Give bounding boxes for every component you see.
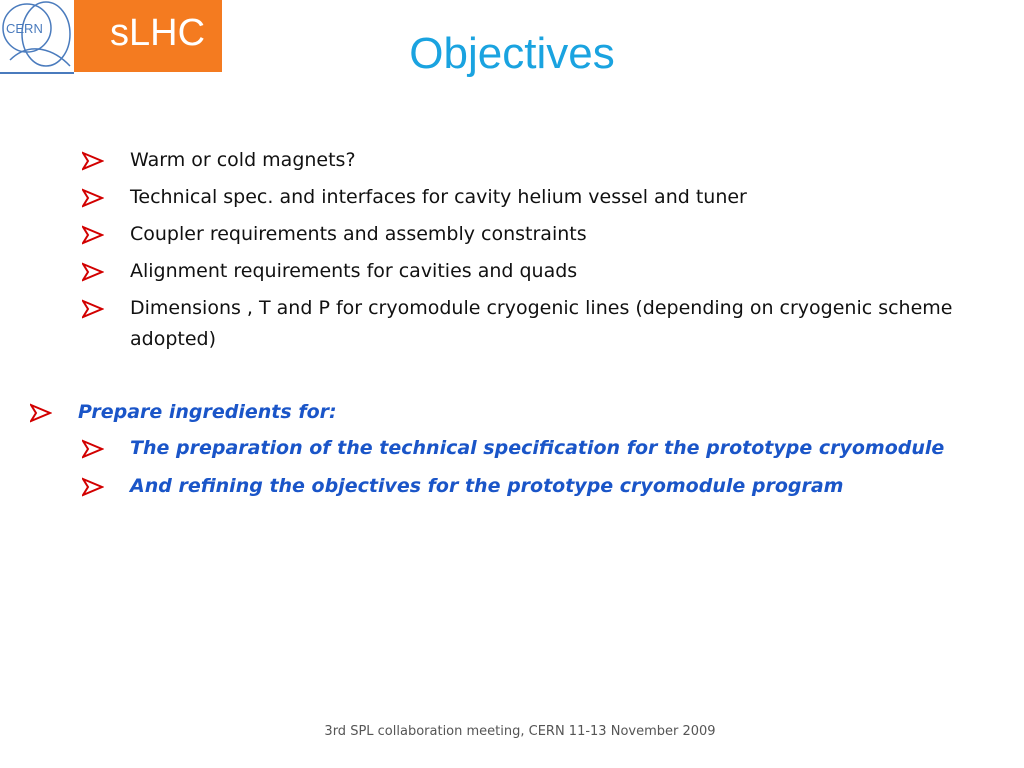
bullet-text: Dimensions , T and P for cryomodule cryogenic lines (depending on cryogenic scheme adopted) [130,297,953,350]
arrow-bullet-icon [82,439,104,459]
arrow-bullet-icon [82,477,104,497]
bullet-text: Alignment requirements for cavities and quads [130,260,578,282]
arrow-bullet-icon [82,262,104,282]
cern-logo-icon [0,0,74,70]
prepare-item-text: The preparation of the technical specification for the prototype cryomodule [130,437,945,459]
arrow-bullet-icon [82,151,104,171]
bullet-text: Technical spec. and interfaces for cavity helium vessel and tuner [130,186,747,208]
cern-logo-text: CERN [6,21,43,36]
prepare-heading: Prepare ingredients for: [78,401,337,423]
bullet-text: Coupler requirements and assembly constraints [130,223,587,245]
arrow-bullet-icon [30,403,52,423]
prepare-item-text: And refining the objectives for the prototype cryomodule program [130,475,844,497]
arrow-bullet-icon [82,225,104,245]
bullet-text: Warm or cold magnets? [130,149,356,171]
arrow-bullet-icon [82,188,104,208]
brand-label: sLHC [110,12,206,54]
cern-logo [0,0,74,74]
slide-footer: 3rd SPL collaboration meeting, CERN 11-13 November 2009 [324,724,716,739]
slide-title: Objectives [409,29,615,78]
arrow-bullet-icon [82,299,104,319]
slhc-brand [74,0,222,72]
